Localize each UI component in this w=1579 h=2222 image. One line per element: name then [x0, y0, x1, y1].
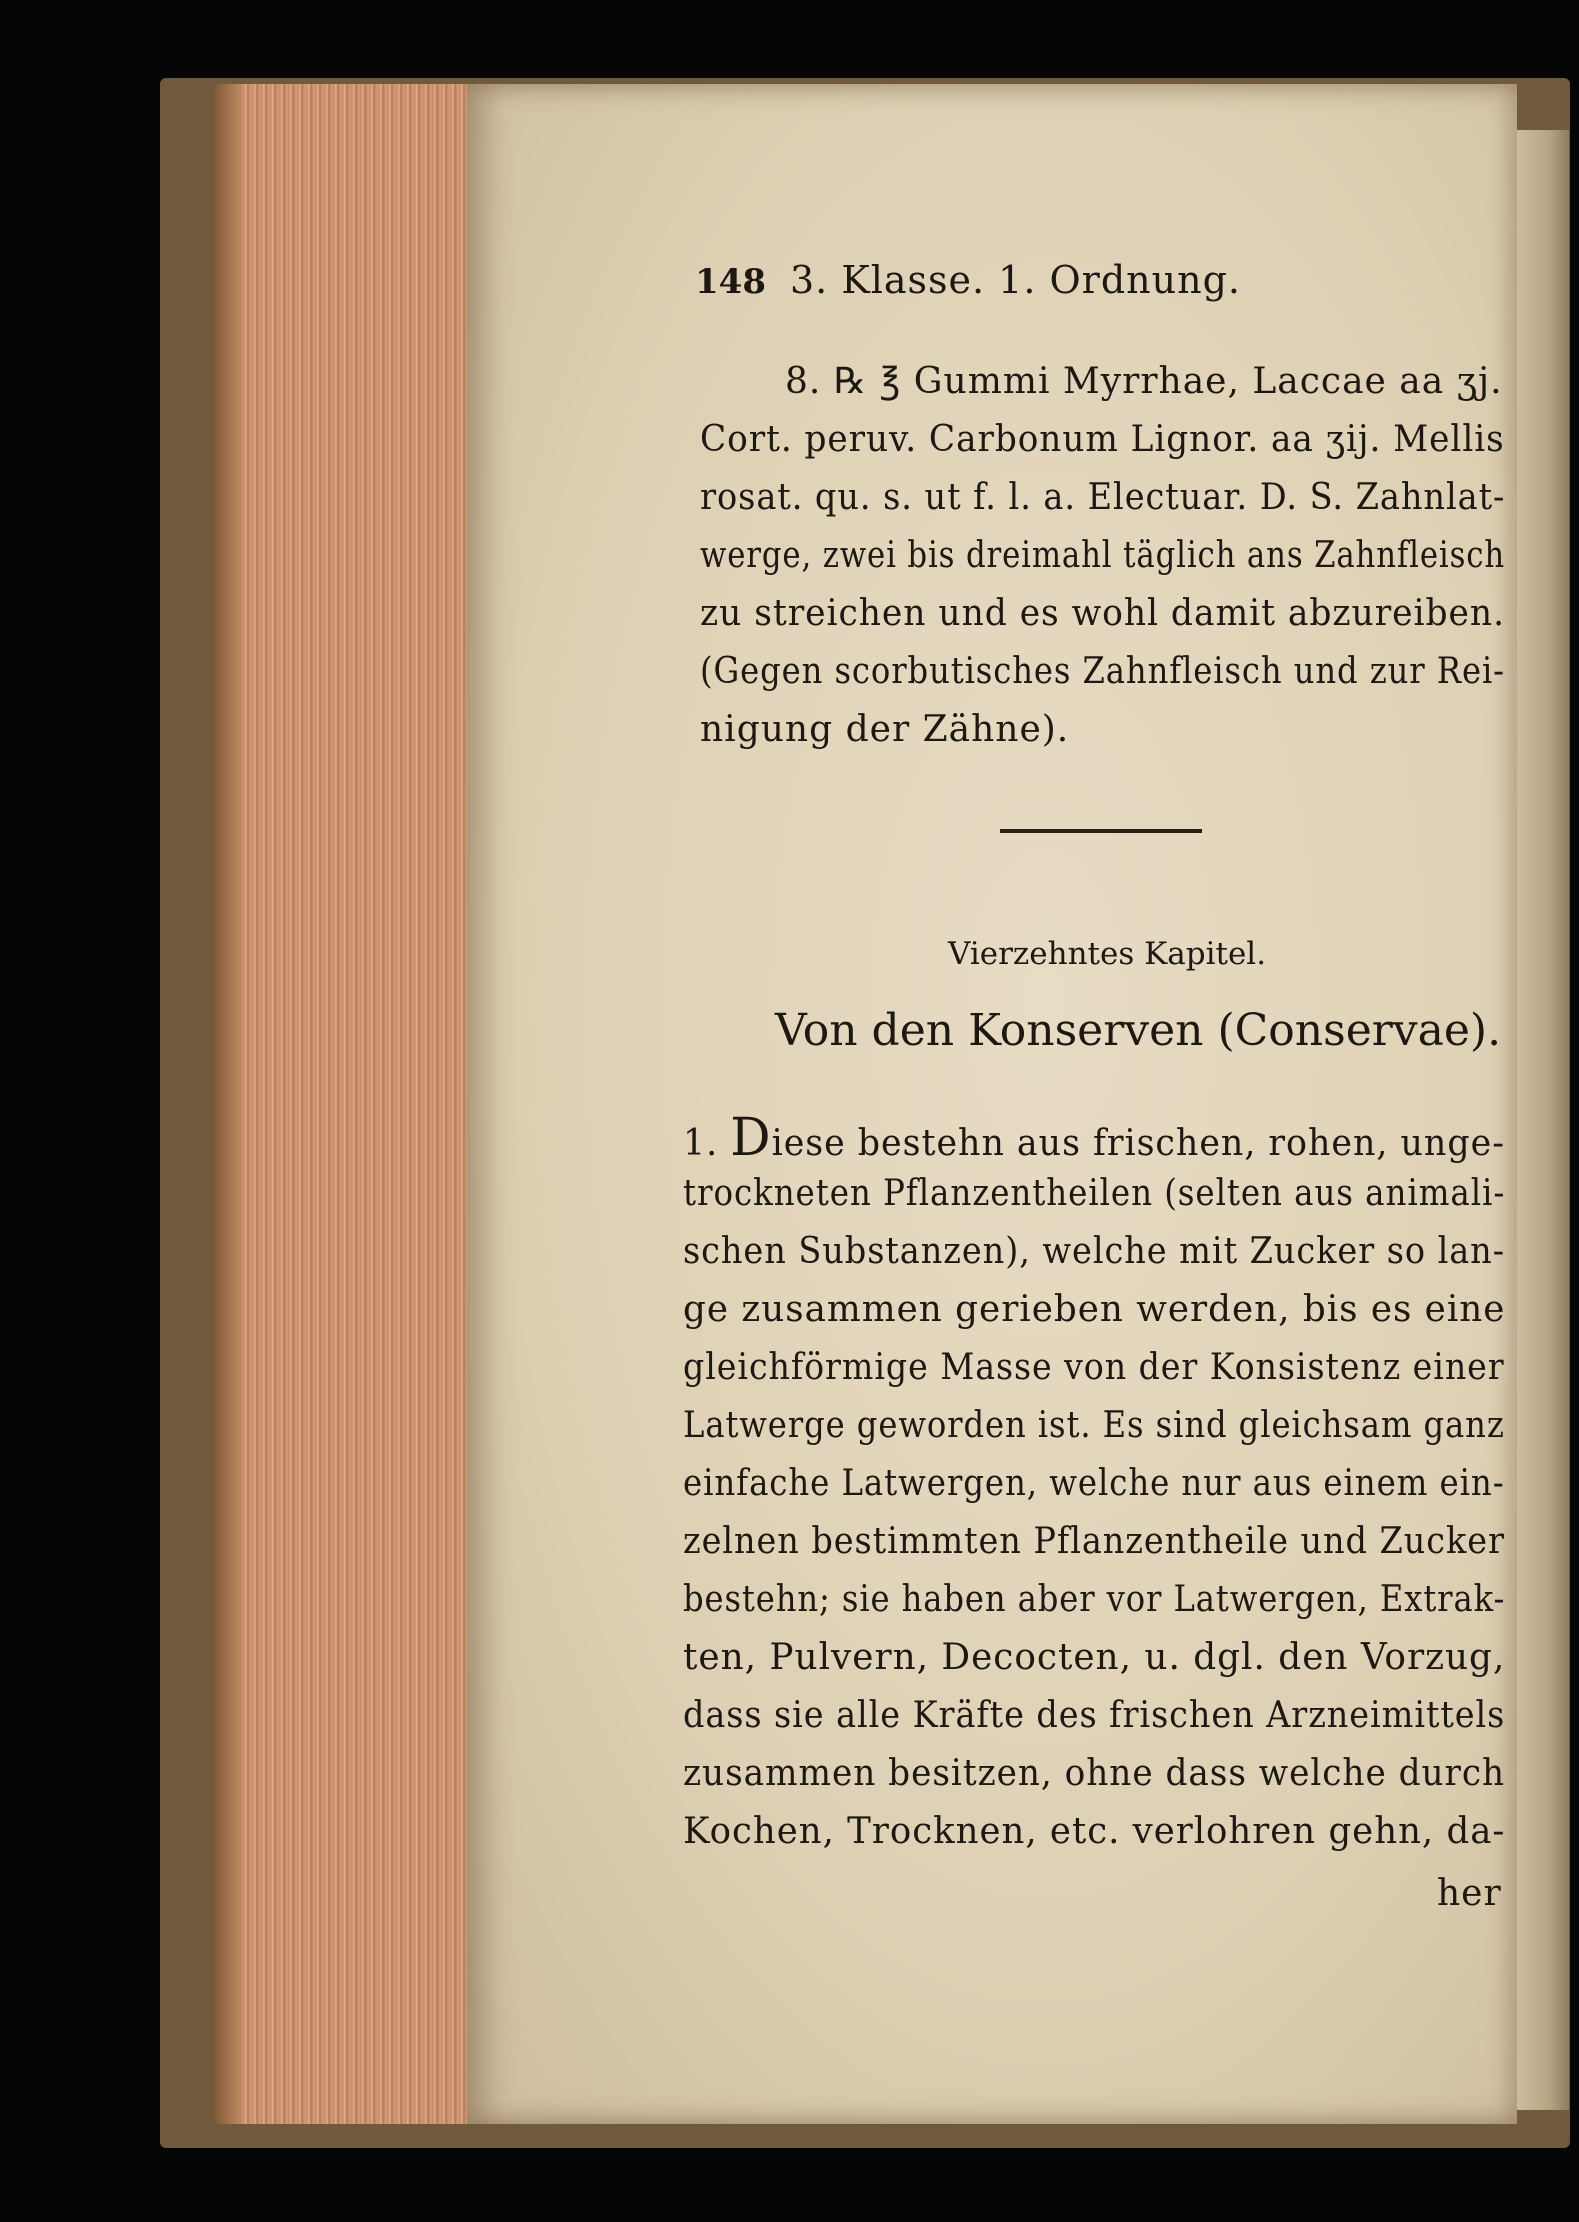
body-line: ge zusammen gerieben werden, bis es eine	[683, 1289, 1506, 1330]
body-line: iese bestehn aus frischen, rohen, unge-	[771, 1123, 1505, 1164]
body-line: ten, Pulvern, Decocten, u. dgl. den Vorzug,	[683, 1637, 1506, 1678]
page-number: 148	[695, 262, 766, 302]
recipe-line: rosat. qu. s. ut f. l. a. Electuar. D. S. Zahnlat-	[700, 477, 1506, 518]
body-line: dass sie alle Kräfte des frischen Arzneimittels	[683, 1695, 1506, 1736]
recipe-line: zu streichen und es wohl damit abzureiben.	[700, 593, 1506, 634]
chapter-label: Vierzehntes Kapitel.	[948, 936, 1267, 972]
paragraph-number: 1.	[683, 1123, 719, 1164]
body-line: gleichförmige Masse von der Konsistenz einer	[683, 1347, 1505, 1388]
paragraph-first-line	[683, 1108, 1505, 1168]
recipe-line: (Gegen scorbutisches Zahnfleisch und zur Rei-	[700, 651, 1505, 692]
body-line: schen Substanzen), welche mit Zucker so lan-	[683, 1231, 1505, 1272]
page-edges	[212, 84, 469, 2124]
body-line: zusammen besitzen, ohne dass welche durch	[683, 1753, 1506, 1794]
body-line: Kochen, Trocknen, etc. verlohren gehn, da-	[683, 1811, 1506, 1852]
body-line: einfache Latwergen, welche nur aus einem ein-	[683, 1463, 1505, 1504]
body-line: bestehn; sie haben aber vor Latwergen, Extrak-	[683, 1579, 1506, 1620]
recipe-line: nigung der Zähne).	[700, 709, 1070, 750]
drop-cap: D	[730, 1108, 772, 1168]
catchword: her	[1437, 1873, 1502, 1914]
body-line: zelnen bestimmten Pflanzentheile und Zucker	[683, 1521, 1505, 1562]
body-line: trockneten Pflanzentheilen (selten aus animali-	[683, 1173, 1506, 1214]
section-divider	[1000, 829, 1202, 833]
recipe-line: werge, zwei bis dreimahl täglich ans Zahnfleisch	[700, 535, 1506, 576]
right-page-edge	[1517, 130, 1569, 2110]
recipe-line: 8. ℞ ℥ Gummi Myrrhae, Laccae aa ʒj.	[785, 361, 1503, 402]
recipe-line: Cort. peruv. Carbonum Lignor. aa ʒij. Mellis	[700, 419, 1505, 460]
chapter-title: Von den Konserven (Conservae).	[775, 1005, 1502, 1056]
running-title: 3. Klasse. 1. Ordnung.	[790, 258, 1241, 302]
body-line: Latwerge geworden ist. Es sind gleichsam ganz	[683, 1405, 1505, 1446]
